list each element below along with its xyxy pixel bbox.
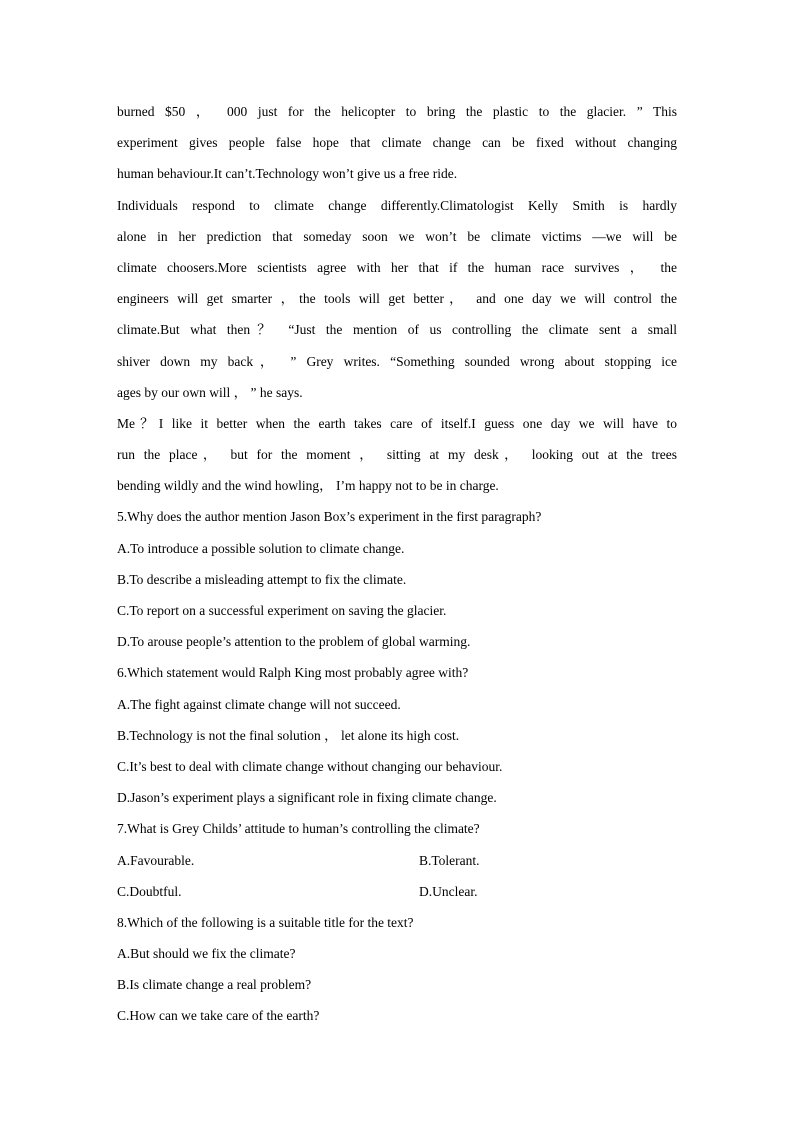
answer-option[interactable]: B.Tolerant. xyxy=(419,852,480,868)
passage-line: Me？I like it better when the earth takes care of itself.I guess one day we will have to xyxy=(117,415,677,431)
question-stem: 5.Why does the author mention Jason Box’s experiment in the first paragraph? xyxy=(117,509,542,525)
answer-option[interactable]: B.To describe a misleading attempt to fix the climate. xyxy=(117,571,407,587)
passage-line: bending wildly and the wind howling， I’m happy not to be in charge. xyxy=(117,478,499,494)
document-page xyxy=(117,96,677,1032)
answer-option[interactable]: C.It’s best to deal with climate change without changing our behaviour. xyxy=(117,758,503,774)
question-stem: 7.What is Grey Childs’ attitude to human’s controlling the climate? xyxy=(117,821,480,837)
passage-line: shiver down my back， ” Grey writes. “Something sounded wrong about stopping ice xyxy=(117,353,677,369)
answer-option[interactable]: A.To introduce a possible solution to climate change. xyxy=(117,540,405,556)
answer-option[interactable]: C.How can we take care of the earth? xyxy=(117,1008,320,1024)
passage-line: Individuals respond to climate change differently.Climatologist Kelly Smith is hardly xyxy=(117,197,677,213)
answer-option[interactable]: A.The fight against climate change will not succeed. xyxy=(117,696,401,712)
question xyxy=(117,907,677,1032)
answer-option[interactable]: B.Technology is not the final solution ， let alone its high cost. xyxy=(117,727,460,743)
passage-line: ages by our own will ， ” he says. xyxy=(117,384,303,400)
answer-option[interactable]: D.Jason’s experiment plays a significant role in fixing climate change. xyxy=(117,790,497,806)
passage xyxy=(117,96,677,501)
answer-option[interactable]: A.But should we fix the climate? xyxy=(117,946,296,962)
answer-option[interactable]: D.Unclear. xyxy=(419,883,478,899)
question xyxy=(117,501,677,657)
passage-line: burned $50 ， 000 just for the helicopter to bring the plastic to the glacier. ” This xyxy=(117,104,677,119)
passage-line: climate choosers.More scientists agree with her that if the human race survives ， the xyxy=(117,259,677,275)
question-stem: 8.Which of the following is a suitable title for the text? xyxy=(117,914,414,930)
answer-option[interactable]: C.Doubtful. xyxy=(117,883,182,899)
question xyxy=(117,657,677,813)
answer-option[interactable]: D.To arouse people’s attention to the problem of global warming. xyxy=(117,634,471,650)
questions-section xyxy=(117,501,677,1031)
passage-line: human behaviour.It can’t.Technology won’t give us a free ride. xyxy=(117,166,458,182)
passage-line: climate.But what then？ “Just the mention of us controlling the climate sent a small xyxy=(117,322,677,338)
answer-option[interactable]: A.Favourable. xyxy=(117,852,195,868)
question-stem: 6.Which statement would Ralph King most probably agree with? xyxy=(117,665,469,681)
option-row xyxy=(117,876,677,907)
answer-option[interactable]: C.To report on a successful experiment on saving the glacier. xyxy=(117,603,447,618)
question xyxy=(117,813,677,907)
passage-line: run the place， but for the moment ， sitting at my desk， looking out at the trees xyxy=(117,447,677,463)
passage-line: experiment gives people false hope that climate change can be fixed without changing xyxy=(117,135,677,151)
option-row xyxy=(117,845,677,876)
passage-line: alone in her prediction that someday soon we won’t be climate victims —we will be xyxy=(117,228,677,244)
passage-line: engineers will get smarter ，the tools will get better， and one day we will control the xyxy=(117,291,677,307)
answer-option[interactable]: B.Is climate change a real problem? xyxy=(117,977,312,993)
